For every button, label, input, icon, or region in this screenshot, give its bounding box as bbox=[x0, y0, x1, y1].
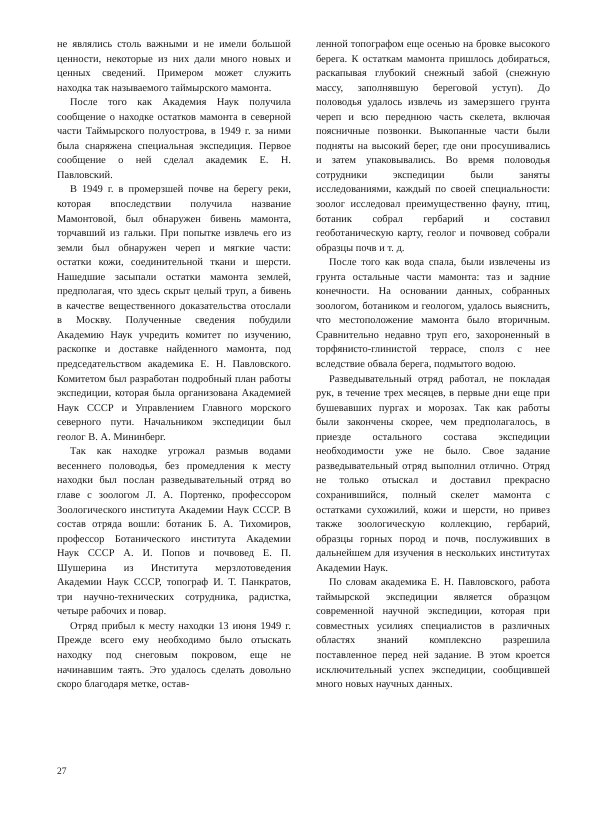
paragraph-4: Так как находке угрожал размыв водами весеннего половодья, без промедления к месту находки был послан разведывательный отряд во главе с зоологом Л. А. Портенко, профессором Зоологического института Академии Наук СССР. В состав отряда вошли: ботаник Б. А. Тихомиров, профессор Ботанического института Академии Наук СССР А. И. Попов и почвовед Е. П. Шушерина из Института мерзлотоведения Академии Наук СССР, топограф И. Т. Панкратов, три научно-технических сотрудника, радистка, четыре рабочих и повар. bbox=[57, 446, 291, 618]
paragraph-5: Отряд прибыл к месту находки 13 июня 1949 г. Прежде всего ему необходимо было отыскать находку под снеговым покровом, еще не начинавшим таять. Это удалось сделать довольно скоро благодаря метке, остав- bbox=[57, 620, 291, 691]
paragraph-6: ленной топографом еще осенью на бровке высокого берега. К остаткам мамонта пришлось добираться, раскапывая глубокий снежный забой (снежную массу, заполнявшую береговой уступ). До половодья удалось извлечь из замерзшего грунта череп и всю переднюю часть скелета, включая поясничные позвонки. Выкопанные части были подняты на высокий берег, где они просушивались и затем упаковывались. Во время половодья сотрудники экспедиции были заняты исследованиями, каждый по своей специальности: зоолог исследовал преимущественно фауну, птиц, ботаник собрал гербарий и составил геоботаническую карту, геолог и почвовед собрали образцы почв и т. д. bbox=[316, 39, 550, 254]
paragraph-7: После того как вода спала, были извлечены из грунта остальные части мамонта: таз и задние конечности. На основании данных, собранных зоологом, ботаником и геологом, удалось выяснить, что местоположение мамонта было вторичным. Сравнительно недавно труп его, захороненный в торфянисто-глинистой террасе, сполз с нее вследствие обвала берега, подмытого водою. bbox=[316, 257, 550, 371]
paragraph-3: В 1949 г. в промерзшей почве на берегу реки, которая впоследствии получила название Мамонтовой, был обнаружен бивень мамонта, торчавший из гальки. При попытке извлечь его из земли был обнаружен череп и мягкие части: остатки кожи, соединительной ткани и шерсти. Нашедшие засыпали остатки мамонта землей, предполагая, что здесь скрыт целый труп, а бивень в качестве вещественного доказательства отослали в Москву. Полученные сведения побудили Академию Наук учредить комитет по изучению, раскопке и доставке найденного мамонта, под председательством академика Е. Н. Павловского. Комитетом был разработан подробный план работы экспедиции, которая была организована Академией Наук СССР и Управлением Главного морского северного пути. Начальником экспедиции был геолог В. А. Мининберг. bbox=[57, 184, 291, 443]
two-column-text-body bbox=[57, 38, 550, 708]
paragraph-2: После того как Академия Наук получила сообщение о находке остатков мамонта в северной части Таймырского полуострова, в 1949 г. за ними была снаряжена специальная экспедиция. Первое сообщение о ней сделал академик Е. Н. Павловский. bbox=[57, 97, 291, 181]
page-number: 27 bbox=[57, 766, 67, 777]
paragraph-9: По словам академика Е. Н. Павловского, работа таймырской экспедиции является образцом современной научной экспедиции, которая при совместных усилиях специалистов в различных областях знаний комплексно разрешила поставленное перед ней задание. В этом кроется исключительный успех экспедиции, сообщившей много новых научных данных. bbox=[316, 577, 550, 691]
paragraph-1: не являлись столь важными и не имели большой ценности, некоторые из них дали много новых и ценных сведений. Примером может служить находка так называемого таймырского мамонта. bbox=[57, 39, 291, 94]
paragraph-8: Разведывательный отряд работал, не покладая рук, в течение трех месяцев, в первые дни еще при бушевавших пургах и морозах. Так как работы были закончены скорее, чем предполагалось, в приезде остального состава экспедиции необходимости уже не было. Свое задание разведывательный отряд выполнил отлично. Отряд не только отыскал и доставил прекрасно сохранившийся, полный скелет мамонта с остатками сухожилий, кожи и шерсти, но привез также зоологическую коллекцию, гербарий, образцы горных пород и почв, послуживших в дальнейшем для изучения в нескольких институтах Академии Наук. bbox=[316, 373, 550, 574]
